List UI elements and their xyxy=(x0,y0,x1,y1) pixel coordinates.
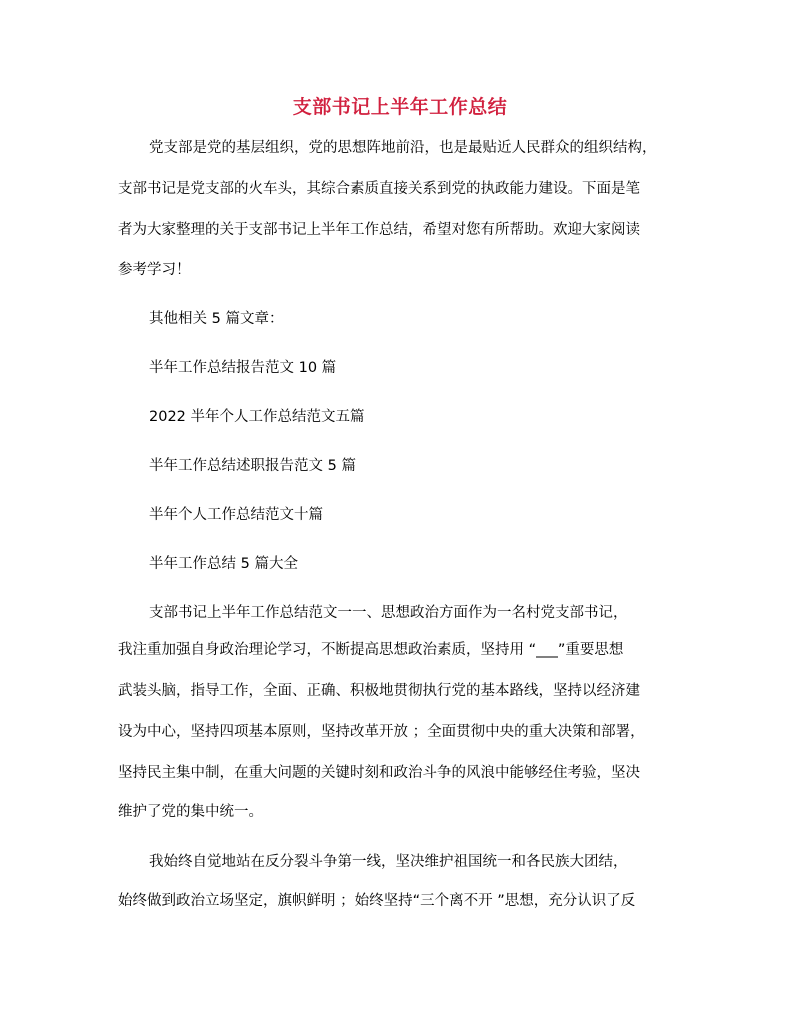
related-article-link[interactable]: 半年工作总结 5 篇大全 xyxy=(149,556,298,572)
body-line: 维护了党的集中统一。 xyxy=(118,804,263,820)
body-line: 我注重加强自身政治理论学习，不断提高思想政治素质，坚持用 “___”重要思想 xyxy=(118,642,624,658)
related-article-link[interactable]: 半年个人工作总结范文十篇 xyxy=(149,507,323,523)
related-article-link[interactable]: 2022 半年个人工作总结范文五篇 xyxy=(149,409,365,425)
body-line: 我始终自觉地站在反分裂斗争第一线，坚决维护祖国统一和各民族大团结， xyxy=(149,854,628,870)
body-line: 始终做到政治立场坚定，旗帜鲜明 ；始终坚持“三个离不开 ”思想，充分认识了反 xyxy=(118,893,636,909)
body-line: 武装头脑，指导工作，全面、正确、积极地贯彻执行党的基本路线，坚持以经济建 xyxy=(118,683,640,699)
intro-line: 党支部是党的基层组织，党的思想阵地前沿，也是最贴近人民群众的组织结构， xyxy=(149,140,657,156)
body-line: 设为中心，坚持四项基本原则，坚持改革开放 ；全面贯彻中央的重大决策和部署， xyxy=(118,724,645,740)
body-line: 支部书记上半年工作总结范文一一、思想政治方面作为一名村党支部书记， xyxy=(149,605,628,621)
related-article-link[interactable]: 半年工作总结报告范文 10 篇 xyxy=(149,360,337,376)
body-line: 坚持民主集中制，在重大问题的关键时刻和政治斗争的风浪中能够经住考验，坚决 xyxy=(118,765,640,781)
document-title: 支部书记上半年工作总结 xyxy=(292,96,508,118)
related-heading: 其他相关 5 篇文章： xyxy=(149,311,284,327)
intro-line: 者为大家整理的关于支部书记上半年工作总结，希望对您有所帮助。欢迎大家阅读 xyxy=(118,222,640,238)
intro-line: 支部书记是党支部的火车头，其综合素质直接关系到党的执政能力建设。下面是笔 xyxy=(118,181,640,197)
related-article-link[interactable]: 半年工作总结述职报告范文 5 篇 xyxy=(149,458,356,474)
intro-line: 参考学习！ xyxy=(118,262,191,278)
